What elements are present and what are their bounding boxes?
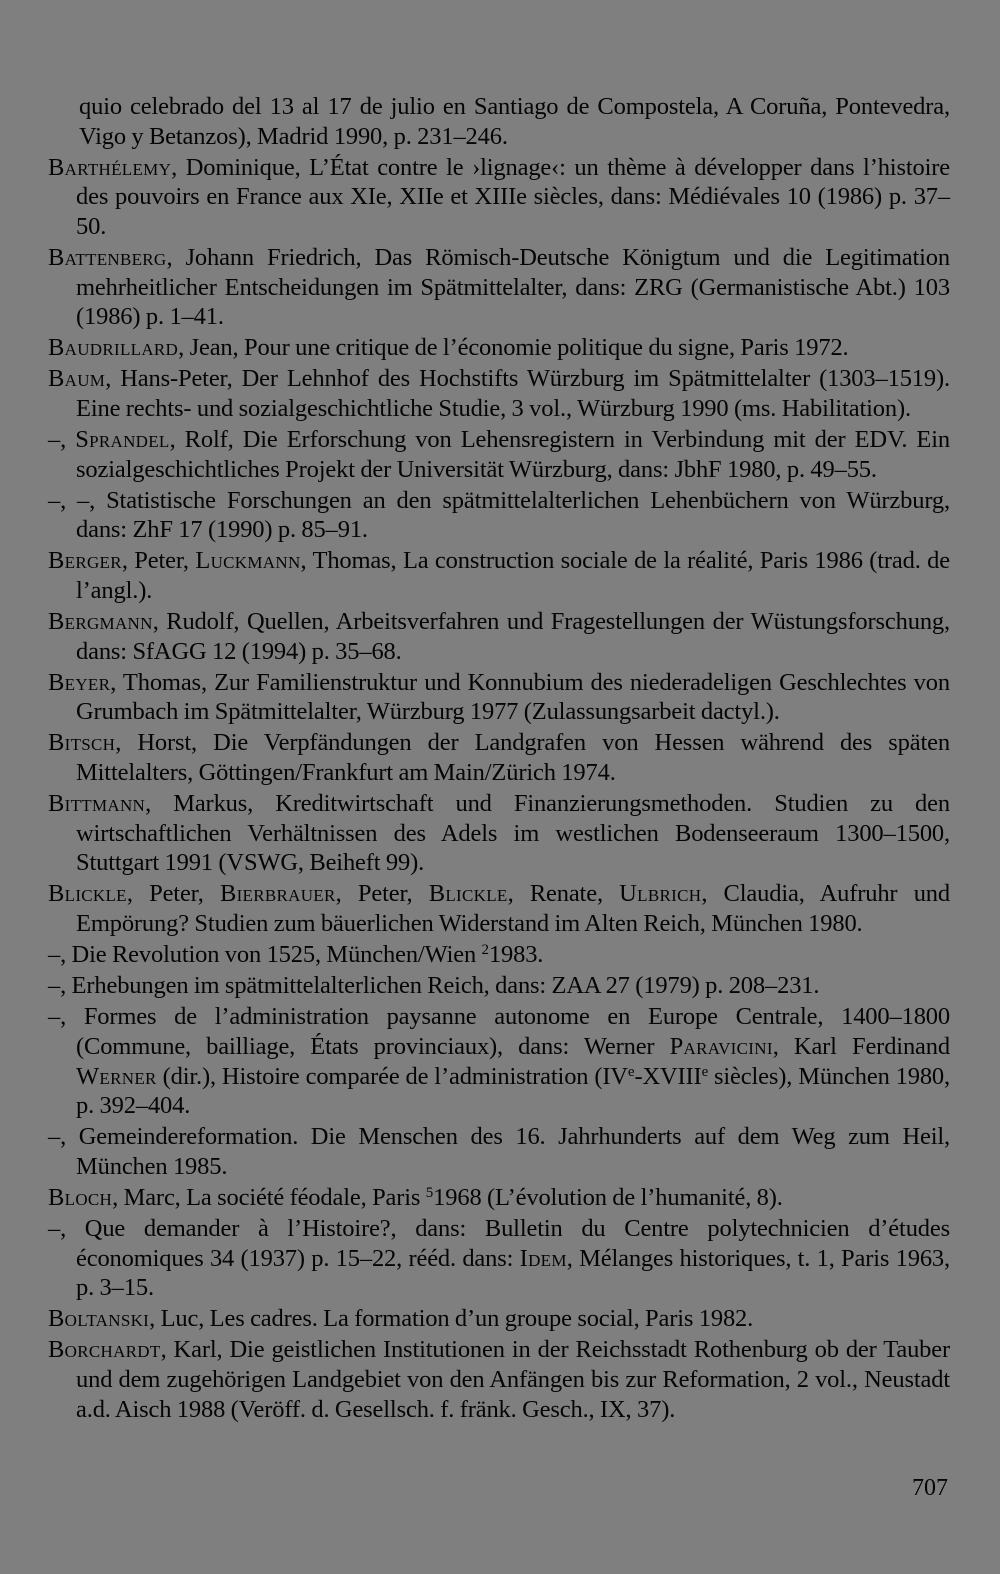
- bibliography-entry: [48, 1122, 950, 1181]
- author-name: Bittmann: [48, 790, 146, 818]
- entry-text: –, Gemeindereformation. Die Menschen des 16. Jahrhunderts auf dem Weg zum Heil, München 1985.: [48, 1123, 950, 1180]
- author-name: Bergmann: [48, 608, 153, 636]
- entry-text: , Marc, La société féodale, Paris: [112, 1183, 426, 1211]
- entry-text: -XVIII: [634, 1062, 702, 1090]
- entry-text: –,: [48, 426, 76, 454]
- page-number: 707: [912, 1475, 948, 1501]
- author-name: Paravicini: [669, 1032, 773, 1060]
- superscript: 5: [425, 1184, 434, 1201]
- entry-text: , Horst, Die Verpfändungen der Landgrafen von Hessen während des späten Mittelalters, Göttingen/Frankfurt am Main/Zürich 1974.: [76, 729, 950, 787]
- bibliography-entry: [48, 1002, 950, 1120]
- entry-text: , Karl, Die geistlichen Institutionen in der Reichsstadt Rothenburg ob der Tauber und dem zugehörigen Landgebiet von den Anfängen bis zur Reformation, 2 vol., Neustadt a.d. Aisch 1988 (Veröff. d. Gesellsch. f. fränk. Gesch., IX, 37).: [76, 1336, 950, 1423]
- author-name: Bitsch: [48, 729, 116, 757]
- entry-text: , Rolf, Die Erforschung von Lehensregistern in Verbindung mit der EDV. Ein sozialgeschichtliches Projekt der Universität Würzburg, dans: JbhF 1980, p. 49–55.: [76, 426, 950, 483]
- entry-text: –, Die Revolution von 1525, München/Wien: [48, 941, 482, 969]
- superscript: 2: [481, 942, 489, 959]
- author-name: Idem: [519, 1244, 567, 1272]
- author-name: Luckmann: [195, 547, 301, 575]
- bibliography-entry: [48, 243, 950, 332]
- entry-text: quio celebrado del 13 al 17 de julio en Santiago de Compostela, A Coruña, Pontevedra, Vigo y Betanzos), Madrid 1990, p. 231–246.: [79, 93, 950, 150]
- entry-text: , Thomas, Zur Familienstruktur und Konnubium des niederadeligen Geschlechtes von Grumbach im Spätmittelalter, Würzburg 1977 (Zulassungsarbeit dactyl.).: [76, 668, 950, 726]
- entry-text: –, Erhebungen im spätmittelalterlichen Reich, dans: ZAA 27 (1979) p. 208–231.: [48, 972, 820, 1000]
- bibliography-entry: [48, 1214, 950, 1303]
- author-name: Werner: [76, 1062, 157, 1090]
- bibliography-entry: [48, 879, 950, 938]
- bibliography-entry: [48, 425, 950, 484]
- bibliography-list: [48, 92, 950, 1424]
- bibliography-entry: [48, 668, 950, 727]
- bibliography-entry: [48, 728, 950, 787]
- superscript: e: [701, 1063, 709, 1080]
- author-name: Battenberg: [48, 243, 167, 271]
- entry-text: , Johann Friedrich, Das Römisch-Deutsche Königtum und die Legitimation mehrheitlicher Entscheidungen im Spätmittelalter, dans: ZRG (Germanistische Abt.) 103 (1986) p. 1–41.: [76, 243, 950, 331]
- author-name: Beyer: [48, 668, 111, 696]
- bibliography-entry: [48, 607, 950, 666]
- entry-text: , Luc, Les cadres. La formation d’un groupe social, Paris 1982.: [149, 1305, 754, 1333]
- author-name: Sprandel: [75, 426, 170, 454]
- entry-text: , Claudia, Aufruhr und Empörung? Studien zum bäuerlichen Widerstand im Alten Reich, München 1980.: [76, 880, 950, 938]
- entry-text: –, –, Statistische Forschungen an den spätmittelalterlichen Lehenbüchern von Würzburg, dans: ZhF 17 (1990) p. 85–91.: [48, 486, 950, 544]
- entry-text: , Jean, Pour une critique de l’économie politique du signe, Paris 1972.: [178, 334, 849, 362]
- bibliography-entry: [48, 153, 950, 242]
- entry-text: , Peter,: [335, 880, 429, 908]
- author-name: Bloch: [48, 1183, 113, 1211]
- bibliography-entry: [48, 971, 950, 1001]
- author-name: Berger: [48, 547, 122, 575]
- author-name: Blickle: [428, 880, 508, 908]
- entry-text: 1968 (L’évolution de l’humanité, 8).: [433, 1183, 783, 1211]
- entry-text: –, Formes de l’administration paysanne autonome en Europe Centrale, 1400–1800 (Commune, bailliage, États provinciaux), dans: Werner: [48, 1003, 950, 1060]
- entry-text: , Renate,: [507, 880, 620, 908]
- bibliography-entry: [48, 486, 950, 545]
- author-name: Baudrillard: [48, 334, 179, 362]
- bibliography-entry: [48, 789, 950, 878]
- author-name: Blickle: [48, 880, 127, 908]
- bibliography-entry: [48, 1304, 950, 1334]
- entry-text: (dir.), Histoire comparée de l’administration (IV: [156, 1062, 628, 1090]
- bibliography-entry: [48, 940, 950, 970]
- entry-text: , Peter,: [126, 880, 220, 908]
- author-name: Borchardt: [48, 1336, 161, 1364]
- author-name: Boltanski: [48, 1305, 150, 1333]
- entry-text: , Hans-Peter, Der Lehnhof des Hochstifts Würzburg im Spätmittelalter (1303–1519). Eine rechts- und sozialgeschichtliche Studie, 3 vol., Würzburg 1990 (ms. Habilitation).: [76, 365, 950, 422]
- entry-text: , Peter,: [121, 547, 196, 575]
- superscript: e: [627, 1063, 635, 1080]
- bibliography-entry: [48, 364, 950, 423]
- entry-text: , Rudolf, Quellen, Arbeitsverfahren und Fragestellungen der Wüstungsforschung, dans: SfAGG 12 (1994) p. 35–68.: [76, 608, 950, 665]
- bibliography-entry: [48, 333, 950, 363]
- entry-text: , Mélanges historiques, t. 1, Paris 1963, p. 3–15.: [76, 1244, 950, 1302]
- bibliography-entry: [48, 546, 950, 605]
- bibliography-entry: [48, 1183, 950, 1213]
- entry-text: –, Que demander à l’Histoire?, dans: Bulletin du Centre polytechnicien d’études économiques 34 (1937) p. 15–22, rééd. dans:: [48, 1214, 950, 1272]
- entry-text: siècles), München 1980, p. 392–404.: [76, 1062, 950, 1120]
- entry-text: , Thomas, La construction sociale de la réalité, Paris 1986 (trad. de l’angl.).: [76, 547, 950, 604]
- bibliography-entry: [48, 92, 950, 151]
- entry-text: 1983.: [488, 941, 544, 969]
- author-name: Ulbrich: [619, 880, 702, 908]
- author-name: Bierbrauer: [219, 880, 336, 908]
- entry-text: , Dominique, L’État contre le ›lignage‹: un thème à développer dans l’histoire des pouvoirs en France aux XIe, XIIe et XIIIe siècles, dans: Médiévales 10 (1986) p. 37–50.: [76, 153, 950, 240]
- entry-text: , Markus, Kreditwirtschaft und Finanzierungsmethoden. Studien zu den wirtschaftlichen Verhältnissen des Adels im westlichen Bodenseeraum 1300–1500, Stuttgart 1991 (VSWG, Beiheft 99).: [76, 790, 950, 877]
- author-name: Baum: [48, 365, 106, 393]
- author-name: Barthélemy: [48, 153, 172, 181]
- entry-text: , Karl Ferdinand: [772, 1032, 950, 1060]
- bibliography-entry: [48, 1335, 950, 1424]
